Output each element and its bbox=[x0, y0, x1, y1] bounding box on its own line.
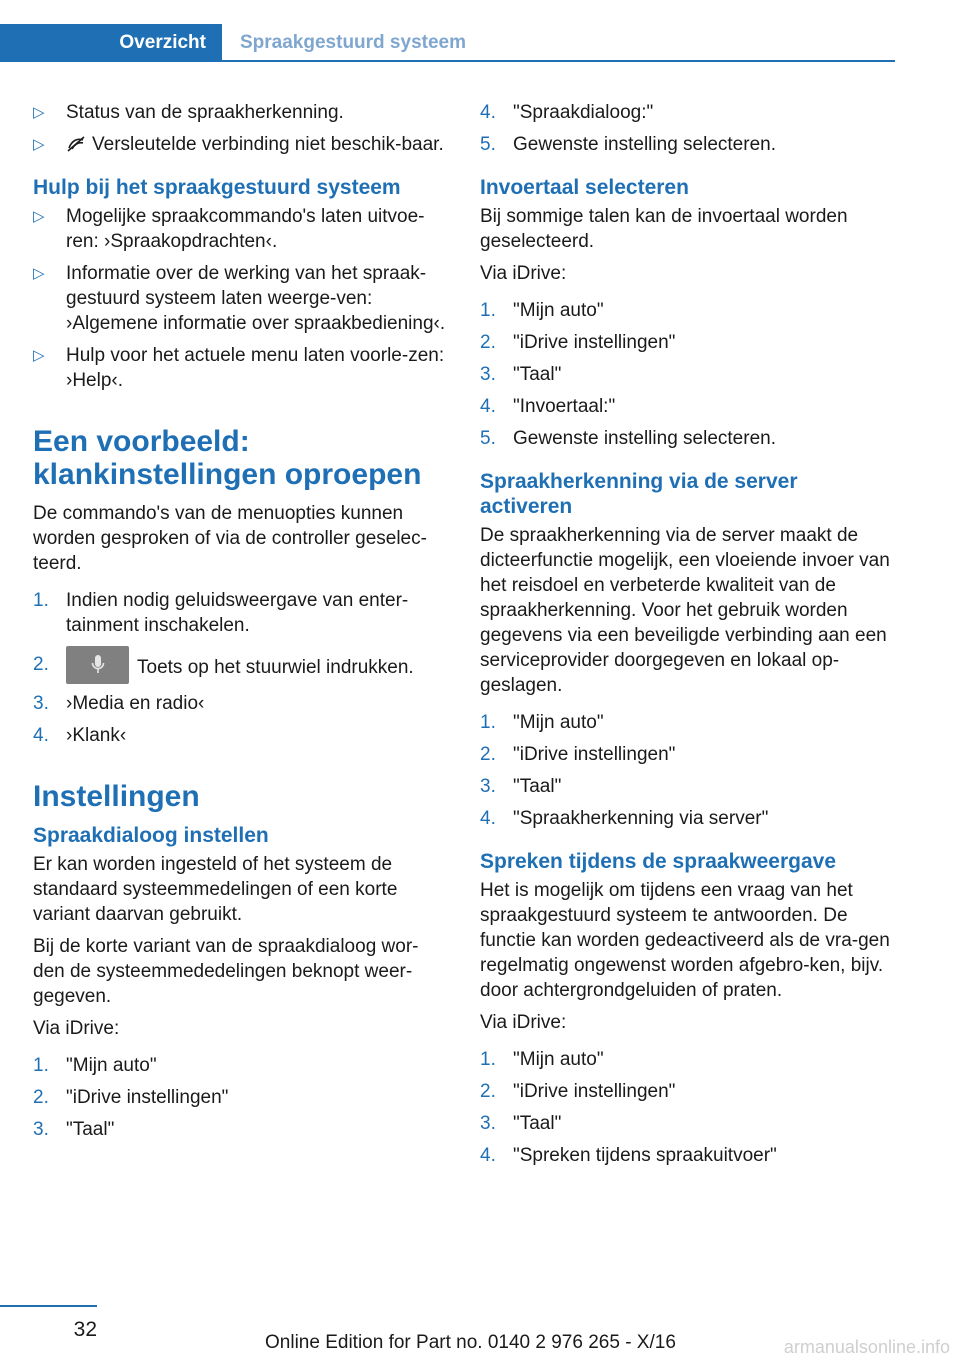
paragraph: Er kan worden ingesteld of het systeem de standaard systeemmedelingen of een korte variant daarvan gebruikt. bbox=[33, 854, 398, 925]
heading-help: Hulp bij het spraakgestuurd systeem bbox=[33, 176, 401, 199]
bullet-item: ▷ Versleutelde verbinding niet beschik-baar. bbox=[33, 134, 444, 155]
tab-overzicht[interactable]: Overzicht bbox=[0, 24, 222, 62]
bullet-marker: ▷ bbox=[33, 104, 45, 121]
watermark: armanualsonline.info bbox=[783, 1337, 950, 1357]
paragraph: Via iDrive: bbox=[480, 263, 567, 284]
list-item: 3. "Taal" bbox=[480, 364, 562, 385]
list-item: 3. "Taal" bbox=[480, 776, 562, 797]
bullet-item: ▷ Hulp voor het actuele menu laten voorle-zen: ›Help‹. bbox=[33, 345, 445, 391]
list-item: 1. "Mijn auto" bbox=[480, 1049, 604, 1070]
list-item: 1. "Mijn auto" bbox=[33, 1055, 157, 1076]
edition-text: Online Edition for Part no. 0140 2 976 265 - X/16 bbox=[265, 1332, 676, 1353]
list-item: 4. "Spreken tijdens spraakuitvoer" bbox=[480, 1145, 777, 1166]
list-item: 2. Toets op het stuurwiel indrukken. bbox=[33, 652, 448, 684]
list-item: 5. Gewenste instelling selecteren. bbox=[480, 134, 776, 155]
list-item: 2. "iDrive instellingen" bbox=[480, 744, 676, 765]
list-item: 2. "iDrive instellingen" bbox=[480, 332, 676, 353]
list-item: 3. "Taal" bbox=[33, 1119, 115, 1140]
bullet-marker: ▷ bbox=[33, 347, 45, 364]
list-item: 1. "Mijn auto" bbox=[480, 300, 604, 321]
paragraph: De commando's van de menuopties kunnen worden gesproken of via de controller geselec-teerd. bbox=[33, 503, 427, 574]
page-number: 32 bbox=[73, 1318, 97, 1341]
paragraph: De spraakherkenning via de server maakt de dicteerfunctie mogelijk, een vloeiende invoer van het reisdoel en verbeterde kwaliteit van de spraakherkenning. Voor het gebruik worden gegevens via een beveiligde verbinding aan een serviceprovider doorgegeven en lokaal op-geslagen. bbox=[480, 525, 890, 696]
list-item: 4. "Spraakdialoog:" bbox=[480, 102, 654, 123]
voice-button-image bbox=[66, 646, 129, 684]
paragraph: Bij sommige talen kan de invoertaal worden geselecteerd. bbox=[480, 206, 848, 252]
encryption-off-icon bbox=[66, 136, 86, 152]
bullet-item: ▷ Informatie over de werking van het spraak-gestuurd systeem laten weerge-ven: ›Algemene informatie over spraakbediening‹. bbox=[33, 263, 446, 334]
paragraph: Het is mogelijk om tijdens een vraag van het spraakgestuurd systeem te antwoorden. De functie kan worden gedeactiveerd als de vra-gen regelmatig ongewenst worden afgebro-ken, bijv. door achtergrondgeluiden of praten. bbox=[480, 880, 890, 1001]
heading-speak-during-output: Spreken tijdens de spraakweergave bbox=[480, 850, 837, 873]
heading-example: Een voorbeeld: klankinstellingen oproepen bbox=[33, 425, 422, 491]
list-item: 2. "iDrive instellingen" bbox=[480, 1081, 676, 1102]
page-header bbox=[0, 24, 895, 62]
paragraph: Via iDrive: bbox=[480, 1012, 567, 1033]
left-column bbox=[33, 100, 448, 1149]
paragraph: Via iDrive: bbox=[33, 1018, 120, 1039]
list-item: 3. ›Media en radio‹ bbox=[33, 693, 205, 714]
list-item: 4. "Invoertaal:" bbox=[480, 396, 616, 417]
list-item: 3. "Taal" bbox=[480, 1113, 562, 1134]
list-item: 4. "Spraakherkenning via server" bbox=[480, 808, 769, 829]
heading-dialog: Spraakdialoog instellen bbox=[33, 824, 269, 847]
bullet-marker: ▷ bbox=[33, 265, 45, 282]
footer-rule bbox=[0, 1305, 97, 1307]
list-item: 5. Gewenste instelling selecteren. bbox=[480, 428, 776, 449]
list-item: 4. ›Klank‹ bbox=[33, 725, 127, 746]
bullet-marker: ▷ bbox=[33, 136, 45, 153]
tab-spraakgestuurd-systeem[interactable]: Spraakgestuurd systeem bbox=[240, 32, 466, 53]
right-column bbox=[480, 100, 895, 1175]
heading-server: Spraakherkenning via de server activeren bbox=[480, 470, 798, 518]
bullet-item: ▷ Mogelijke spraakcommando's laten uitvoe-ren: ›Spraakopdrachten‹. bbox=[33, 206, 425, 252]
list-item: 1. "Mijn auto" bbox=[480, 712, 604, 733]
paragraph: Bij de korte variant van de spraakdialoog wor-den de systeemmededelingen beknopt weer-gegeven. bbox=[33, 936, 419, 1007]
bullet-item: ▷ Status van de spraakherkenning. bbox=[33, 102, 344, 123]
list-item: 1. Indien nodig geluidsweergave van enter-tainment inschakelen. bbox=[33, 590, 409, 636]
list-item: 2. "iDrive instellingen" bbox=[33, 1087, 229, 1108]
microphone-icon bbox=[91, 654, 105, 676]
heading-input-language: Invoertaal selecteren bbox=[480, 176, 689, 199]
heading-settings: Instellingen bbox=[33, 780, 200, 813]
bullet-marker: ▷ bbox=[33, 208, 45, 225]
